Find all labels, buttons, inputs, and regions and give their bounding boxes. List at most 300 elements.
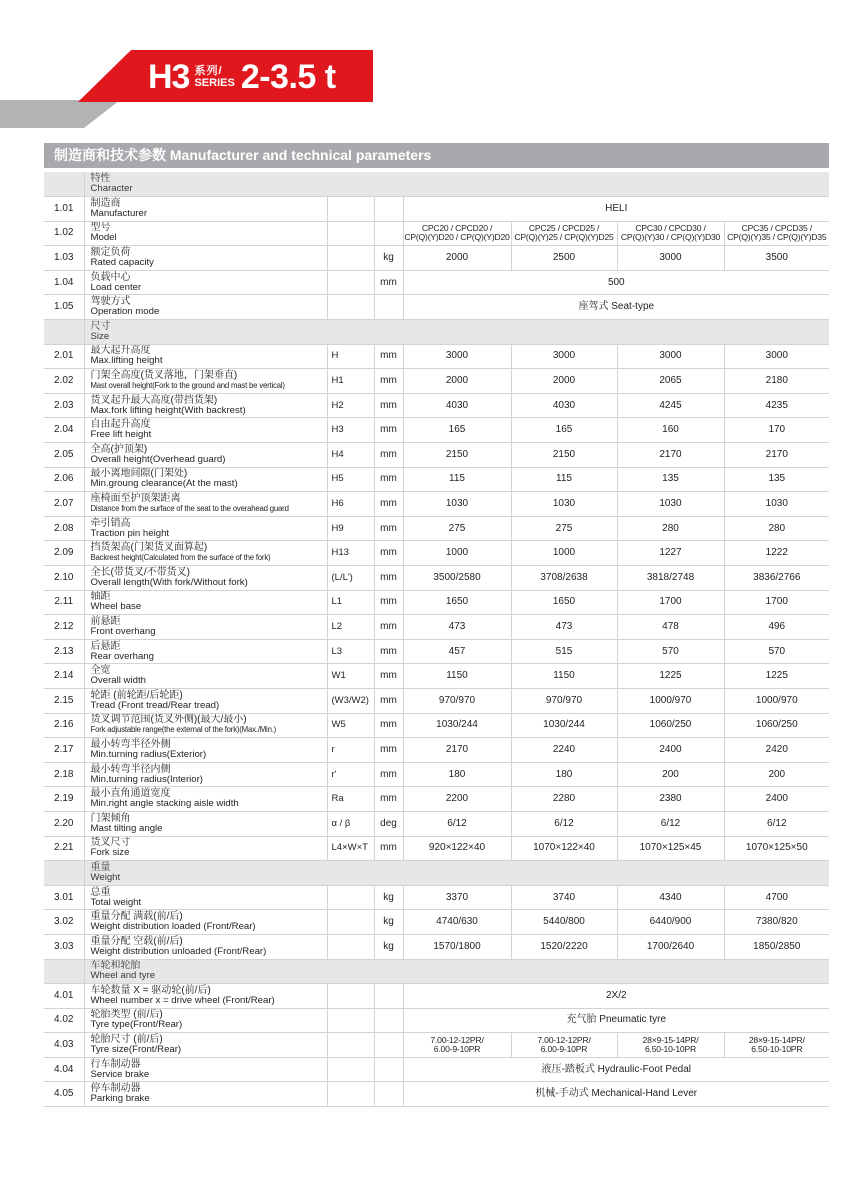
parameter-label-en: Model [90, 232, 117, 244]
row-number: 3.02 [44, 910, 84, 935]
parameter-label-cn: 牵引销高 [90, 517, 131, 529]
table-row [44, 590, 829, 615]
value-cell: 473 [403, 615, 511, 640]
parameter-unit: mm [374, 270, 403, 295]
parameter-symbol [327, 1057, 374, 1082]
value-cell: 28×9-15-14PR/ 6.50-10-10PR [724, 1033, 829, 1058]
value-cell: 1150 [511, 664, 617, 689]
value-cell: 2280 [511, 787, 617, 812]
parameter-label [84, 688, 327, 713]
value-cell: 970/970 [403, 688, 511, 713]
value-cell: 4340 [617, 885, 724, 910]
value-cell: 570 [724, 639, 829, 664]
value-cell: 2000 [403, 369, 511, 394]
capacity-range: 2-3.5 t [240, 57, 336, 96]
table-row [44, 934, 829, 959]
value-cell: 478 [617, 615, 724, 640]
value-cell: 28×9-15-14PR/ 6.50-10-10PR [617, 1033, 724, 1058]
parameter-unit: mm [374, 516, 403, 541]
row-number: 2.12 [44, 615, 84, 640]
value-cell: 4235 [724, 393, 829, 418]
value-cell: 2170 [617, 443, 724, 468]
parameter-label [84, 984, 327, 1009]
value-cell: CPC25 / CPCD25 / CP(Q)(Y)25 / CP(Q)(Y)D25 [511, 221, 617, 246]
parameter-unit: kg [374, 885, 403, 910]
parameter-label-cn: 重量分配 空载(前/后) [90, 935, 183, 947]
row-number: 2.06 [44, 467, 84, 492]
parameter-symbol [327, 246, 374, 271]
parameter-label [84, 566, 327, 591]
value-cell: 1227 [617, 541, 724, 566]
parameter-symbol [327, 984, 374, 1009]
parameter-unit [374, 1057, 403, 1082]
value-cell: 1030 [511, 492, 617, 517]
value-cell: 3000 [511, 344, 617, 369]
parameter-unit: deg [374, 811, 403, 836]
group-header-row [44, 861, 829, 886]
value-cell: 275 [511, 516, 617, 541]
parameter-symbol: L1 [327, 590, 374, 615]
value-cell: 3370 [403, 885, 511, 910]
value-cell: 2065 [617, 369, 724, 394]
series-label-cn: 系列/ [194, 65, 223, 77]
parameter-label-cn: 停车制动器 [90, 1083, 141, 1095]
parameter-label-cn: 全长(带货叉/不带货叉) [90, 566, 190, 578]
value-cell: 6440/900 [617, 910, 724, 935]
value-cell: 2150 [511, 443, 617, 468]
table-row [44, 443, 829, 468]
parameter-label-cn: 货叉尺寸 [90, 837, 131, 849]
value-cell: 5440/800 [511, 910, 617, 935]
table-row [44, 738, 829, 763]
parameter-label-cn: 轮胎类型 (前/后) [90, 1009, 163, 1021]
parameter-unit [374, 1033, 403, 1058]
group-header-cn: 重量 [90, 861, 111, 873]
table-row [44, 541, 829, 566]
group-header-cn: 车轮和轮胎 [90, 960, 141, 972]
parameter-unit: kg [374, 910, 403, 935]
group-header-row [44, 320, 829, 345]
parameter-label-en: Min.groung clearance(At the mast) [90, 478, 238, 490]
group-header-label [84, 172, 829, 197]
parameter-label [84, 639, 327, 664]
value-cell: 1700 [617, 590, 724, 615]
parameter-label-en: Overall length(With fork/Without fork) [90, 576, 248, 588]
row-number: 1.03 [44, 246, 84, 271]
table-row [44, 270, 829, 295]
parameter-label-en: Manufacturer [90, 207, 148, 219]
value-cell: 4030 [511, 393, 617, 418]
value-cell: 2400 [617, 738, 724, 763]
table-row [44, 1008, 829, 1033]
value-cell: 165 [403, 418, 511, 443]
value-cell: 970/970 [511, 688, 617, 713]
parameter-symbol [327, 221, 374, 246]
parameter-unit: mm [374, 443, 403, 468]
row-number: 4.03 [44, 1033, 84, 1058]
parameter-label-en: Weight distribution unloaded (Front/Rear) [90, 945, 267, 957]
parameter-label-cn: 最小离地间隙(门架处) [90, 468, 188, 480]
parameter-label-cn: 货叉调节范围(货叉外侧)(最大/最小) [90, 714, 247, 726]
parameter-symbol: W5 [327, 713, 374, 738]
row-number: 4.04 [44, 1057, 84, 1082]
parameter-label-cn: 门架倾角 [90, 812, 131, 824]
parameter-label [84, 590, 327, 615]
parameter-symbol: r [327, 738, 374, 763]
value-cell-spanned: 液压-踏板式 Hydraulic-Foot Pedal [403, 1057, 829, 1082]
row-number: 2.02 [44, 369, 84, 394]
group-header-en: Weight [90, 871, 121, 883]
parameter-label-en: Wheel base [90, 601, 142, 613]
parameter-label [84, 811, 327, 836]
table-row [44, 566, 829, 591]
parameter-label [84, 516, 327, 541]
parameter-unit [374, 221, 403, 246]
value-cell: 275 [403, 516, 511, 541]
parameter-label-en: Rear overhang [90, 650, 154, 662]
series-label-en: SERIES [194, 77, 235, 89]
parameter-label-cn: 轮胎尺寸 (前/后) [90, 1034, 163, 1046]
row-number: 2.17 [44, 738, 84, 763]
value-cell: 1030/244 [403, 713, 511, 738]
parameter-label-cn: 轴距 [90, 591, 111, 603]
group-header-en: Size [90, 330, 110, 342]
value-cell: 115 [511, 467, 617, 492]
table-row [44, 418, 829, 443]
value-cell: CPC30 / CPCD30 / CP(Q)(Y)30 / CP(Q)(Y)D30 [617, 221, 724, 246]
parameter-label-cn: 总重 [90, 886, 111, 898]
parameter-label-en: Max.lifting height [90, 355, 163, 367]
parameter-symbol: L4×W×T [327, 836, 374, 861]
value-cell: CPC20 / CPCD20 / CP(Q)(Y)D20 / CP(Q)(Y)D20 [403, 221, 511, 246]
value-cell: 920×122×40 [403, 836, 511, 861]
parameter-label [84, 1057, 327, 1082]
parameter-symbol: H4 [327, 443, 374, 468]
value-cell: 2400 [724, 787, 829, 812]
parameter-unit [374, 1082, 403, 1107]
parameter-unit: mm [374, 418, 403, 443]
table-row [44, 344, 829, 369]
row-number: 2.18 [44, 762, 84, 787]
parameter-label [84, 1033, 327, 1058]
value-cell: 1060/250 [724, 713, 829, 738]
parameter-symbol: H6 [327, 492, 374, 517]
row-number: 2.04 [44, 418, 84, 443]
parameter-label-cn: 行车制动器 [90, 1058, 141, 1070]
value-cell: 570 [617, 639, 724, 664]
parameter-symbol [327, 934, 374, 959]
value-cell: 6/12 [511, 811, 617, 836]
parameter-label [84, 885, 327, 910]
row-number [44, 320, 84, 345]
parameter-label-cn: 最小转弯半径外侧 [90, 738, 171, 750]
value-cell: 1650 [511, 590, 617, 615]
banner-title [148, 55, 336, 99]
value-cell: 280 [724, 516, 829, 541]
spec-table [44, 172, 829, 1107]
row-number: 2.08 [44, 516, 84, 541]
value-cell: 135 [617, 467, 724, 492]
value-cell: 280 [617, 516, 724, 541]
table-row [44, 910, 829, 935]
parameter-label-cn: 自由起升高度 [90, 419, 151, 431]
parameter-symbol: H1 [327, 369, 374, 394]
row-number: 2.14 [44, 664, 84, 689]
parameter-label [84, 197, 327, 222]
parameter-symbol [327, 197, 374, 222]
parameter-unit: mm [374, 664, 403, 689]
parameter-symbol: (W3/W2) [327, 688, 374, 713]
table-row [44, 811, 829, 836]
value-cell: 1030/244 [511, 713, 617, 738]
parameter-label [84, 762, 327, 787]
value-cell: 3000 [724, 344, 829, 369]
parameter-label-cn: 轮距 (前轮距/后轮距) [90, 689, 183, 701]
value-cell: 1850/2850 [724, 934, 829, 959]
value-cell: 3000 [403, 344, 511, 369]
value-cell: 1030 [617, 492, 724, 517]
parameter-symbol: H9 [327, 516, 374, 541]
value-cell: 200 [617, 762, 724, 787]
parameter-symbol [327, 295, 374, 320]
value-cell: 1700 [724, 590, 829, 615]
table-row [44, 295, 829, 320]
value-cell: 2180 [724, 369, 829, 394]
parameter-label [84, 738, 327, 763]
parameter-label-en: Overall height(Overhead guard) [90, 453, 226, 465]
table-row [44, 516, 829, 541]
parameter-label-en: Tyre type(Front/Rear) [90, 1019, 183, 1031]
row-number: 2.11 [44, 590, 84, 615]
parameter-symbol: L2 [327, 615, 374, 640]
value-cell: 1000 [403, 541, 511, 566]
row-number [44, 959, 84, 984]
parameter-label-en: Min.turning radius(Interior) [90, 773, 204, 785]
parameter-symbol [327, 270, 374, 295]
parameter-symbol [327, 885, 374, 910]
parameter-symbol: W1 [327, 664, 374, 689]
parameter-label [84, 246, 327, 271]
table-row [44, 1057, 829, 1082]
parameter-label [84, 1082, 327, 1107]
parameter-symbol: H3 [327, 418, 374, 443]
parameter-label-cn: 最小直角通道宽度 [90, 788, 171, 800]
value-cell: 180 [511, 762, 617, 787]
parameter-label-en: Parking brake [90, 1093, 150, 1105]
parameter-label-en: Min.turning radius(Exterior) [90, 748, 207, 760]
value-cell: 1070×125×50 [724, 836, 829, 861]
row-number: 2.07 [44, 492, 84, 517]
value-cell: 1060/250 [617, 713, 724, 738]
value-cell: 2170 [403, 738, 511, 763]
parameter-label-cn: 后悬距 [90, 640, 121, 652]
value-cell: 165 [511, 418, 617, 443]
parameter-label [84, 443, 327, 468]
value-cell-spanned: 2X/2 [403, 984, 829, 1009]
parameter-label-en: Fork size [90, 847, 130, 859]
value-cell: 2380 [617, 787, 724, 812]
value-cell: 3500/2580 [403, 566, 511, 591]
value-cell: 6/12 [403, 811, 511, 836]
group-header-cn: 尺寸 [90, 320, 111, 332]
parameter-symbol: Ra [327, 787, 374, 812]
table-row [44, 664, 829, 689]
value-cell: 4245 [617, 393, 724, 418]
row-number [44, 172, 84, 197]
parameter-label-en: Traction pin height [90, 527, 170, 539]
group-header-en: Wheel and tyre [90, 970, 156, 982]
value-cell-spanned: 500 [403, 270, 829, 295]
row-number: 2.20 [44, 811, 84, 836]
value-cell: 3708/2638 [511, 566, 617, 591]
value-cell-spanned: 充气胎 Pneumatic tyre [403, 1008, 829, 1033]
value-cell: 1030 [724, 492, 829, 517]
parameter-symbol: r' [327, 762, 374, 787]
table-row [44, 467, 829, 492]
parameter-label-en: Front overhang [90, 625, 156, 637]
parameter-label [84, 270, 327, 295]
parameter-label [84, 467, 327, 492]
parameter-label-en: Wheel number x = drive wheel (Front/Rear) [90, 994, 275, 1006]
parameter-label-en: Mast tilting angle [90, 822, 163, 834]
value-cell: 135 [724, 467, 829, 492]
table-row [44, 1033, 829, 1058]
parameter-label-en: Weight distribution loaded (Front/Rear) [90, 921, 256, 933]
value-cell: CPC35 / CPCD35 / CP(Q)(Y)35 / CP(Q)(Y)D35 [724, 221, 829, 246]
value-cell: 1225 [724, 664, 829, 689]
value-cell: 4030 [403, 393, 511, 418]
value-cell: 1150 [403, 664, 511, 689]
parameter-label-en: Overall width [90, 675, 146, 687]
row-number [44, 861, 84, 886]
parameter-label [84, 418, 327, 443]
value-cell: 1030 [403, 492, 511, 517]
parameter-unit: kg [374, 246, 403, 271]
parameter-label-en: Total weight [90, 896, 142, 908]
value-cell: 515 [511, 639, 617, 664]
parameter-label [84, 393, 327, 418]
table-row [44, 1082, 829, 1107]
value-cell: 1520/2220 [511, 934, 617, 959]
group-header-cn: 特性 [90, 173, 111, 185]
row-number: 2.10 [44, 566, 84, 591]
value-cell: 3818/2748 [617, 566, 724, 591]
table-row [44, 787, 829, 812]
banner-grey-stripe [0, 100, 120, 128]
parameter-label [84, 492, 327, 517]
table-row [44, 688, 829, 713]
value-cell: 1000 [511, 541, 617, 566]
parameter-unit: mm [374, 393, 403, 418]
value-cell-spanned: HELI [403, 197, 829, 222]
group-header-label [84, 861, 829, 886]
group-header-en: Character [90, 183, 133, 195]
parameter-symbol: H2 [327, 393, 374, 418]
group-header-label [84, 959, 829, 984]
value-cell: 3500 [724, 246, 829, 271]
parameter-label-cn: 重量分配 满载(前/后) [90, 911, 183, 923]
parameter-label-cn: 全高(护顶架) [90, 443, 148, 455]
table-row [44, 984, 829, 1009]
row-number: 4.05 [44, 1082, 84, 1107]
value-cell: 3836/2766 [724, 566, 829, 591]
parameter-unit: mm [374, 836, 403, 861]
parameter-unit: mm [374, 713, 403, 738]
series-banner [0, 0, 867, 135]
value-cell: 7.00-12-12PR/ 6.00-9-10PR [403, 1033, 511, 1058]
parameter-label-en: Distance from the surface of the seat to the overahead guard [90, 504, 289, 514]
parameter-label-cn: 门架全高度(货叉落地，门架垂直) [90, 370, 238, 382]
parameter-symbol: α / β [327, 811, 374, 836]
parameter-label [84, 615, 327, 640]
parameter-label-en: Fork adjustable range(the external of the fork)(Max./Min.) [90, 725, 277, 735]
row-number: 2.09 [44, 541, 84, 566]
parameter-label-cn: 驾驶方式 [90, 296, 131, 308]
value-cell: 3000 [617, 344, 724, 369]
parameter-label-en: Mast overall height(Fork to the ground and mast be vertical) [90, 381, 285, 391]
parameter-unit: mm [374, 762, 403, 787]
value-cell: 6/12 [724, 811, 829, 836]
value-cell: 496 [724, 615, 829, 640]
parameter-label-cn: 座椅面至护顶架距离 [90, 493, 181, 505]
parameter-label [84, 664, 327, 689]
value-cell: 3000 [617, 246, 724, 271]
parameter-label-en: Operation mode [90, 306, 160, 318]
row-number: 3.01 [44, 885, 84, 910]
parameter-label [84, 221, 327, 246]
parameter-label-en: Rated capacity [90, 257, 154, 269]
parameter-unit: mm [374, 467, 403, 492]
value-cell: 2000 [511, 369, 617, 394]
value-cell: 4700 [724, 885, 829, 910]
parameter-symbol: (L/L') [327, 566, 374, 591]
row-number: 2.21 [44, 836, 84, 861]
parameter-unit: mm [374, 566, 403, 591]
parameter-label-cn: 最大起升高度 [90, 345, 151, 357]
parameter-label-cn: 最小转弯半径内侧 [90, 763, 171, 775]
row-number: 2.05 [44, 443, 84, 468]
value-cell: 1222 [724, 541, 829, 566]
value-cell: 200 [724, 762, 829, 787]
parameter-label-cn: 负载中心 [90, 271, 131, 283]
value-cell: 2500 [511, 246, 617, 271]
row-number: 4.01 [44, 984, 84, 1009]
row-number: 3.03 [44, 934, 84, 959]
value-cell: 2200 [403, 787, 511, 812]
parameter-label-cn: 型号 [90, 222, 111, 234]
value-cell: 1070×122×40 [511, 836, 617, 861]
group-header-row [44, 172, 829, 197]
value-cell: 6/12 [617, 811, 724, 836]
row-number: 1.01 [44, 197, 84, 222]
value-cell: 3740 [511, 885, 617, 910]
parameter-label-cn: 全宽 [90, 665, 111, 677]
row-number: 4.02 [44, 1008, 84, 1033]
value-cell: 7.00-12-12PR/ 6.00-9-10PR [511, 1033, 617, 1058]
parameter-symbol [327, 1008, 374, 1033]
parameter-unit: mm [374, 492, 403, 517]
value-cell: 2150 [403, 443, 511, 468]
parameter-label-en: Backrest height(Calculated from the surface of the fork) [90, 553, 271, 563]
parameter-unit: mm [374, 738, 403, 763]
parameter-label-en: Free lift height [90, 429, 152, 441]
parameter-symbol: L3 [327, 639, 374, 664]
parameter-unit [374, 197, 403, 222]
parameter-unit: mm [374, 787, 403, 812]
value-cell: 1070×125×45 [617, 836, 724, 861]
parameter-symbol [327, 1033, 374, 1058]
parameter-symbol [327, 910, 374, 935]
